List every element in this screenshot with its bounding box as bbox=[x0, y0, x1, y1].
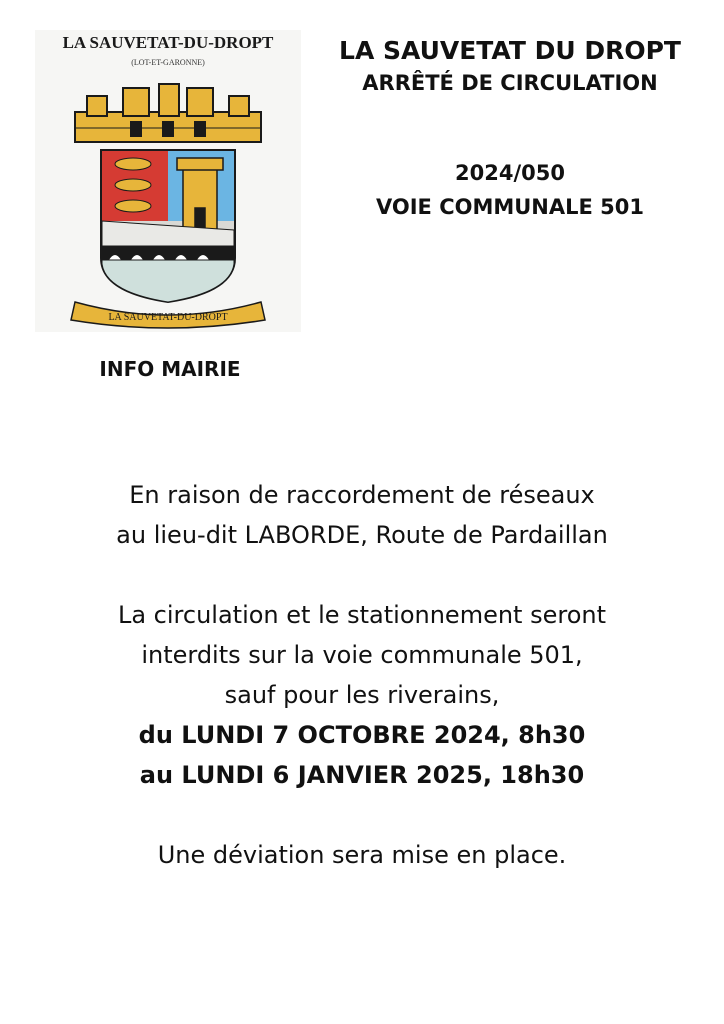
notice-body bbox=[0, 475, 724, 875]
notice-line-2: interdits sur la voie communale 501, bbox=[141, 641, 583, 669]
header bbox=[310, 30, 710, 224]
arrete-title: ARRÊTÉ DE CIRCULATION bbox=[362, 71, 658, 95]
date-from: du LUNDI 7 OCTOBRE 2024, 8h30 bbox=[138, 721, 586, 749]
town-name: LA SAUVETAT DU DROPT bbox=[339, 36, 681, 65]
deviation-notice: Une déviation sera mise en place. bbox=[157, 841, 567, 869]
date-to: au LUNDI 6 JANVIER 2025, 18h30 bbox=[139, 761, 585, 789]
mural-crown bbox=[75, 84, 261, 142]
logo-title: LA SAUVETAT-DU-DROPT bbox=[62, 33, 274, 52]
reason-line-2: au lieu-dit LABORDE, Route de Pardaillan bbox=[116, 521, 608, 549]
logo-subtitle: (LOT-ET-GARONNE) bbox=[131, 58, 205, 67]
notice-line-1: La circulation et le stationnement seront bbox=[117, 601, 607, 629]
banner-text: LA SAUVETAT-DU-DROPT bbox=[108, 312, 228, 323]
arrete-number: 2024/050 bbox=[455, 161, 565, 185]
road-name: VOIE COMMUNALE 501 bbox=[375, 195, 645, 219]
info-mairie-label: INFO MAIRIE bbox=[99, 357, 241, 381]
coat-of-arms-logo bbox=[35, 30, 301, 332]
shield bbox=[101, 150, 235, 302]
reason-line-1: En raison de raccordement de réseaux bbox=[129, 481, 595, 509]
coat-of-arms-emblem bbox=[35, 30, 301, 332]
motto-banner bbox=[71, 302, 265, 328]
notice-line-3: sauf pour les riverains, bbox=[224, 681, 500, 709]
